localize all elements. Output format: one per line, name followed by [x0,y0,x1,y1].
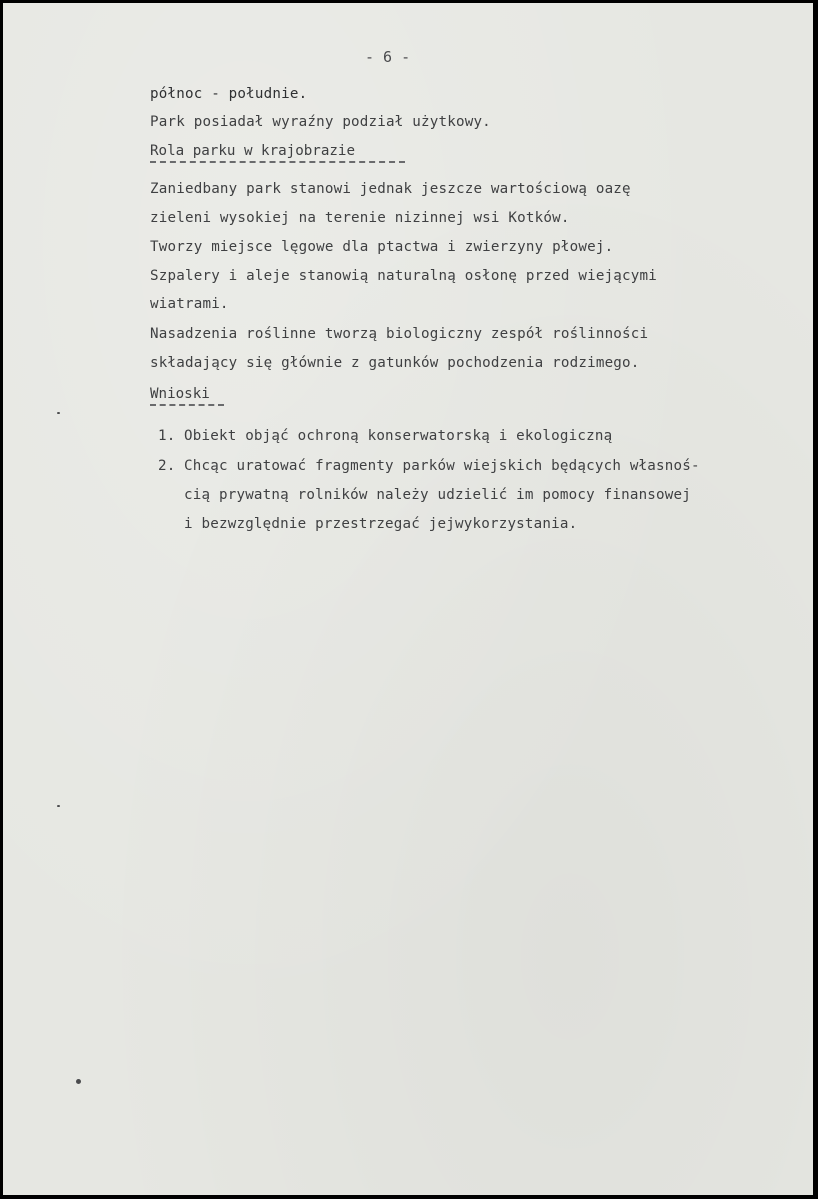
list-item-text: i bezwzględnie przestrzegać jejwykorzystania. [184,516,578,532]
text-line: składający się głównie z gatunków pochodzenia rodzimego. [150,355,640,371]
heading-underline [150,161,405,163]
section-heading-landscape-role: Rola parku w krajobrazie [150,143,355,159]
list-item-number: 2. [158,458,176,474]
list-item-text: Obiekt objąć ochroną konserwatorską i ekologiczną [184,428,613,444]
text-line: Park posiadał wyraźny podział użytkowy. [150,114,491,130]
text-line: zieleni wysokiej na terenie nizinnej wsi Kotków. [150,210,570,226]
paper-speck [57,412,60,414]
paper-speck [76,1079,81,1084]
list-item-number: 1. [158,428,176,444]
text-line: Nasadzenia roślinne tworzą biologiczny zespół roślinności [150,326,649,342]
document-page [3,3,813,1195]
page-number: - 6 - [365,48,411,66]
heading-underline [150,404,224,406]
text-line: Szpalery i aleje stanowią naturalną osłonę przed wiejącymi [150,268,658,284]
text-line: północ - południe. [150,86,308,102]
text-line: Tworzy miejsce lęgowe dla ptactwa i zwierzyny płowej. [150,239,614,255]
text-line: wiatrami. [150,296,229,312]
list-item-text: Chcąc uratować fragmenty parków wiejskich będących własnoś- [184,458,700,474]
paper-speck [57,805,60,807]
section-heading-conclusions: Wnioski [150,386,210,402]
text-line: Zaniedbany park stanowi jednak jeszcze wartościową oazę [150,181,631,197]
list-item-text: cią prywatną rolników należy udzielić im pomocy finansowej [184,487,692,503]
